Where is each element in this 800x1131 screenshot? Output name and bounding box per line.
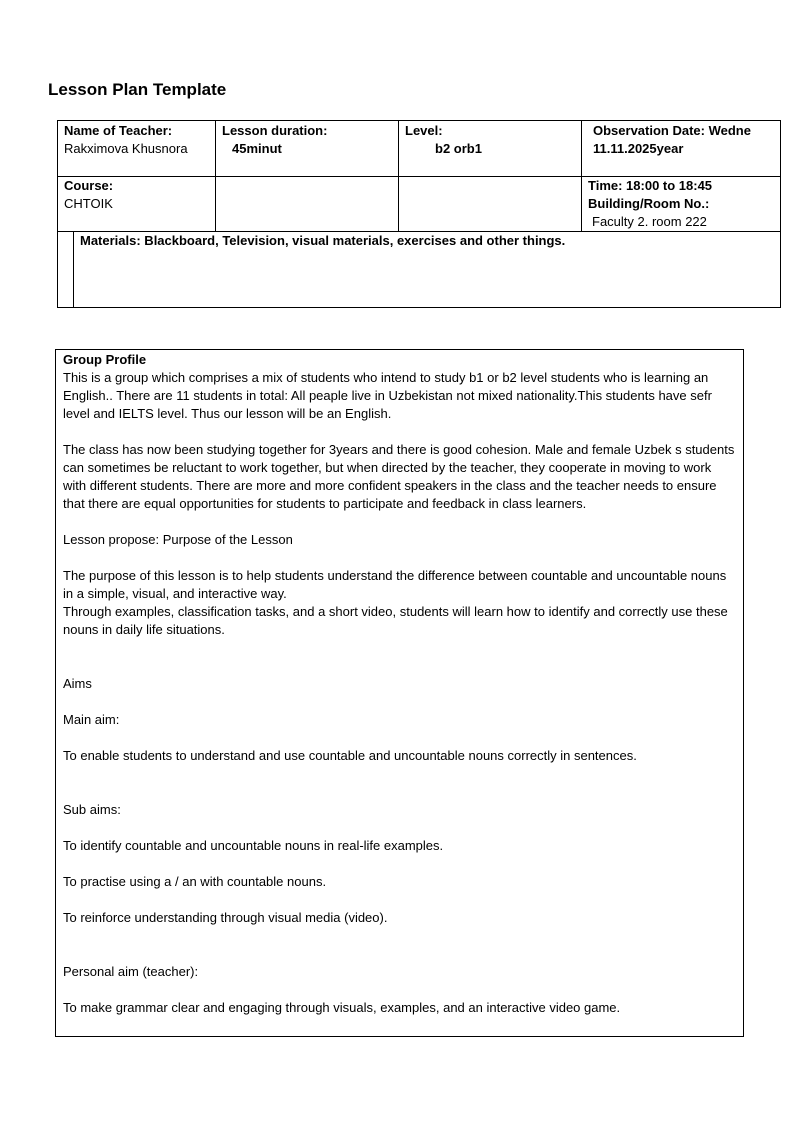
materials-divider xyxy=(73,231,74,307)
group-profile-heading: Group Profile xyxy=(63,352,147,367)
level-cell xyxy=(399,121,582,176)
room-label: Building/Room No.: xyxy=(588,196,710,211)
personal-aim-text: To make grammar clear and engaging through visuals, examples, and an interactive video game. xyxy=(63,1000,621,1015)
sub-aims-label: Sub aims: xyxy=(63,802,121,817)
sub-aim-1: To identify countable and uncountable nouns in real-life examples. xyxy=(63,838,444,853)
duration-cell xyxy=(216,121,399,176)
main-aim-label: Main aim: xyxy=(63,712,120,727)
purpose-paragraph-2: Through examples, classification tasks, and a short video, students will learn how to identify and correctly use these nouns in daily life situations. xyxy=(63,604,728,637)
sub-aim-3: To reinforce understanding through visual media (video). xyxy=(63,910,388,925)
header-row-2 xyxy=(58,176,780,232)
group-profile-intro: This is a group which comprises a mix of students who intend to study b1 or b2 level students who is learning an English.. There are 11 students in total: All peaple live in Uzbekistan not mixed nationality.This students have sefr level and IELTS level. Thus our lesson will be an English. xyxy=(63,370,712,421)
duration-value: 45minut xyxy=(232,141,282,156)
level-value: b2 orb1 xyxy=(435,141,482,156)
purpose-paragraph-1: The purpose of this lesson is to help students understand the difference between countable and uncountable nouns in a simple, visual, and interactive way. xyxy=(63,568,727,601)
observation-cell xyxy=(582,121,780,176)
materials-row xyxy=(58,231,780,307)
course-cell xyxy=(58,176,216,231)
lesson-propose: Lesson propose: Purpose of the Lesson xyxy=(63,532,293,547)
course-label: Course: xyxy=(64,178,114,193)
empty-cell-1 xyxy=(216,176,399,231)
time-label: Time: 18:00 to 18:45 xyxy=(588,178,713,193)
page-title: Lesson Plan Template xyxy=(48,80,227,99)
duration-label: Lesson duration: xyxy=(222,123,328,138)
level-label: Level: xyxy=(405,123,443,138)
room-value: Faculty 2. room 222 xyxy=(592,214,707,229)
observation-date: 11.11.2025year xyxy=(593,141,684,156)
header-row-1 xyxy=(58,121,780,177)
teacher-value: Rakximova Khusnora xyxy=(64,141,188,156)
time-room-cell xyxy=(582,176,780,231)
main-aim-text: To enable students to understand and use countable and uncountable nouns correctly in sentences. xyxy=(63,748,637,763)
group-profile-cohesion: The class has now been studying together for 3years and there is good cohesion. Male and female Uzbek s students can sometimes be reluctant to work together, but when directed by the teacher, they cooperate in moving to work with different students. There are more and more confident speakers in the class and the teacher needs to ensure that there are equal opportunities for students to participate and feedback in class learners. xyxy=(63,442,735,511)
empty-cell-2 xyxy=(399,176,582,231)
sub-aim-2: To practise using a / an with countable nouns. xyxy=(63,874,327,889)
lesson-header-table xyxy=(57,120,781,308)
observation-label: Observation Date: Wedne xyxy=(593,123,751,138)
teacher-label: Name of Teacher: xyxy=(64,123,173,138)
group-profile-box xyxy=(55,349,744,1037)
materials-text: Materials: Blackboard, Television, visual materials, exercises and other things. xyxy=(80,233,566,248)
aims-heading: Aims xyxy=(63,676,92,691)
personal-aim-label: Personal aim (teacher): xyxy=(63,964,199,979)
course-value: CHTOIK xyxy=(64,196,113,211)
teacher-cell xyxy=(58,121,216,176)
